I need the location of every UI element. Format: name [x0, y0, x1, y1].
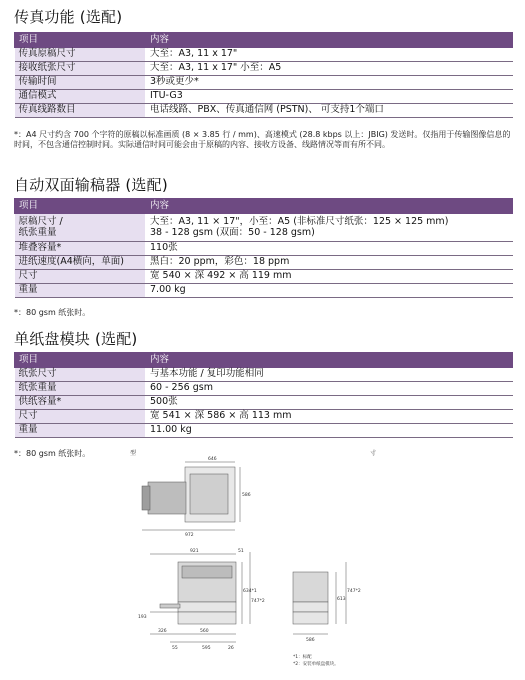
- dim-front-bottom-e: 26: [228, 646, 234, 651]
- table-row: [15, 104, 513, 118]
- table-row: [15, 424, 513, 438]
- top-view: [142, 462, 240, 530]
- tray-section-title: 单纸盘模块 (选配): [14, 330, 138, 348]
- fax-spec-table: [14, 32, 513, 118]
- row-label-line: 原稿尺寸 /: [18, 215, 63, 227]
- tray-footnote: *：80 gsm 纸张时。: [14, 449, 91, 458]
- table-row: [15, 368, 513, 382]
- table-row: [15, 90, 513, 104]
- table-row: [15, 410, 513, 424]
- dim-front-height2: 747*2: [251, 599, 265, 604]
- row-value: ITU-G3: [146, 90, 513, 104]
- dim-top-width: 646: [208, 457, 217, 462]
- row-label: 进纸速度(A4横向，单面): [15, 256, 146, 270]
- row-label: 尺寸: [15, 410, 146, 424]
- table-row: [15, 76, 513, 90]
- row-label: 传真线路数目: [15, 104, 146, 118]
- dim-front-bottom-d: 595: [202, 646, 211, 651]
- row-value: 7.00 kg: [146, 284, 513, 298]
- row-label: [15, 214, 146, 242]
- ref-mark-left: 型: [130, 450, 137, 457]
- row-value: 与基本功能 / 复印功能相同: [146, 368, 513, 382]
- row-value-text: 电话线路、PBX、传真通信网 (PSTN)、 可支持1个端口: [150, 104, 384, 116]
- row-label: 堆叠容量*: [15, 242, 146, 256]
- row-value: 大至：A3, 11 x 17": [146, 48, 513, 62]
- diagram-legend-2: *2：安装单纸盘模块。: [293, 662, 339, 667]
- table-row: [15, 256, 513, 270]
- dadf-spec-table: [14, 198, 513, 298]
- table-header-content: 内容: [146, 353, 513, 368]
- row-label-line: 纸张重量: [18, 226, 57, 238]
- table-header-item: 项目: [15, 199, 146, 214]
- row-value: 黑白：20 ppm，彩色：18 ppm: [146, 256, 513, 270]
- dim-side-height1: 613: [337, 597, 346, 602]
- row-value: 宽 541 × 深 586 × 高 113 mm: [146, 410, 513, 424]
- row-label: 纸张重量: [15, 382, 146, 396]
- dim-top-depth: 586: [242, 493, 251, 498]
- row-label: 供纸容量*: [15, 396, 146, 410]
- dim-front-left: 921: [190, 549, 199, 554]
- dim-side-bottom: 586: [306, 638, 315, 643]
- row-label: 接收纸张尺寸: [15, 62, 146, 76]
- table-row: [15, 48, 513, 62]
- dadf-section-title: 自动双面输稿器 (选配): [14, 176, 168, 194]
- row-value-line: 大至：A3, 11 × 17"，小至：A5 (非标准尺寸纸张：125 × 125 mm): [150, 215, 449, 227]
- dim-front-step: 193: [138, 615, 147, 620]
- table-row: [15, 284, 513, 298]
- table-header-content: 内容: [146, 33, 513, 48]
- row-value: 大至：A3, 11 x 17" 小至：A5: [146, 62, 513, 76]
- row-value: 3秒或更少*: [146, 76, 513, 90]
- fax-section-title: 传真功能 (选配): [14, 8, 123, 26]
- ref-mark-right: 寸: [370, 450, 377, 457]
- row-value: 11.00 kg: [146, 424, 513, 438]
- row-value: [146, 214, 513, 242]
- table-row: [15, 396, 513, 410]
- dim-front-height1: 634*1: [243, 589, 257, 594]
- table-header-item: 项目: [15, 353, 146, 368]
- dim-front-bottom-a: 326: [158, 629, 167, 634]
- row-label: 纸张尺寸: [15, 368, 146, 382]
- table-row: [15, 270, 513, 284]
- row-label: 重量: [15, 284, 146, 298]
- row-value: 500张: [146, 396, 513, 410]
- row-label: 传输时间: [15, 76, 146, 90]
- dimension-diagram: [130, 452, 390, 674]
- dim-front-bottom-b: 560: [200, 629, 209, 634]
- tray-spec-table: [14, 352, 513, 438]
- table-row: [15, 242, 513, 256]
- dim-top-overall: 972: [185, 533, 194, 538]
- row-value: 110张: [146, 242, 513, 256]
- row-value: 宽 540 × 深 492 × 高 119 mm: [146, 270, 513, 284]
- dim-side-height2: 747*2: [347, 589, 361, 594]
- dadf-footnote: *：80 gsm 纸张时。: [14, 308, 91, 317]
- table-header-content: 内容: [146, 199, 513, 214]
- row-value-line: 38 - 128 gsm (双面：50 - 128 gsm): [150, 226, 315, 238]
- dim-front-right: 51: [238, 549, 244, 554]
- row-label: 尺寸: [15, 270, 146, 284]
- fax-footnote: *：A4 尺寸约含 700 个字符的原稿以标准画质 (8 × 3.85 行 / mm)、高速模式 (28.8 kbps 以上：JBIG) 发送时。仅指用于传输图像信息的时间，不包含通信控制时间。实际通信时间可能会由于原稿的内容、接收方设备、线路情况等而有所不同。: [14, 130, 511, 149]
- row-label: 重量: [15, 424, 146, 438]
- table-row: [15, 214, 513, 242]
- row-label: 通信模式: [15, 90, 146, 104]
- row-value: [146, 104, 513, 118]
- row-label: 传真原稿尺寸: [15, 48, 146, 62]
- dim-front-bottom-c: 55: [172, 646, 178, 651]
- diagram-legend-1: *1：标配: [293, 655, 312, 660]
- table-header-item: 项目: [15, 33, 146, 48]
- row-value: 60 - 256 gsm: [146, 382, 513, 396]
- table-row: [15, 62, 513, 76]
- table-row: [15, 382, 513, 396]
